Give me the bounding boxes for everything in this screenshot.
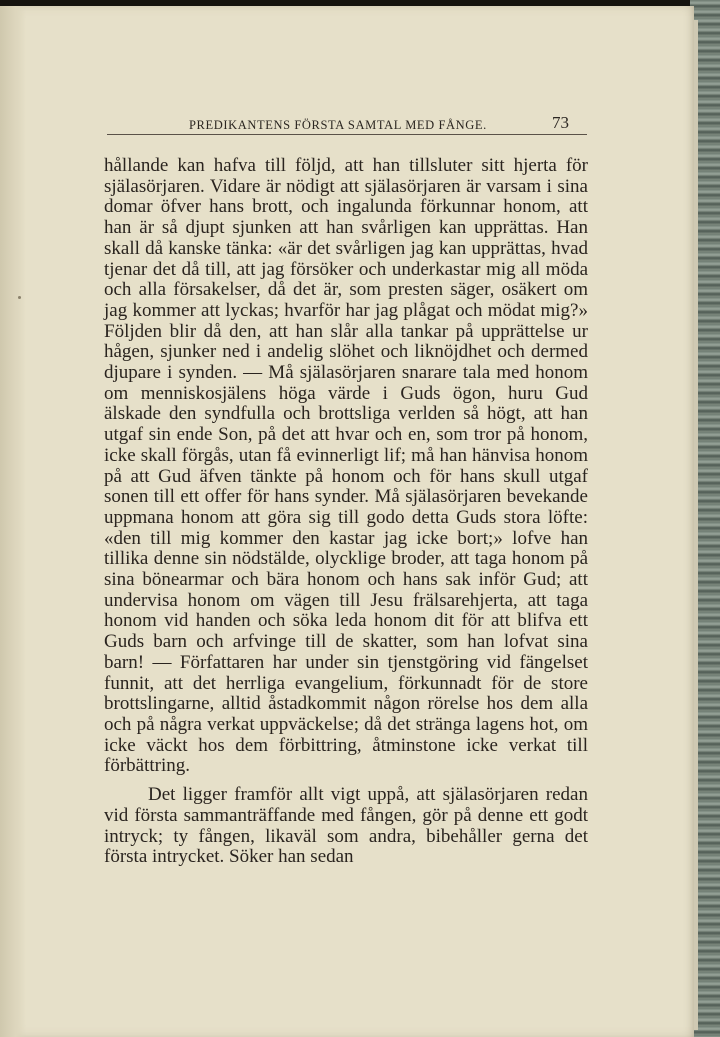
body-text: [104, 156, 588, 868]
paragraph: Det ligger framför allt vigt uppå, att själasörjaren redan vid första sammanträffande med fången, gör på denne ett godt intryck; ty fången, likaväl som andra, bibehåller gerna det första intrycket. Söker han sedan: [104, 784, 588, 868]
page-number: 73: [552, 113, 569, 132]
paper-speck: [18, 296, 21, 299]
paragraph: hållande kan hafva till följd, att han tillsluter sitt hjerta för själasörjaren. Vidare är nödigt att själasörjaren är varsam i sina domar öfver hans brott, och ingalunda förkunnar honom, att han är så djupt sjunken att han svårligen kan upprättas. Han skall då kanske tänka: «är det svårligen jag kan upprättas, hvad tjenar det då till, att jag försöker och underkastar mig all möda och alla försakelser, då det är, som presten säger, osäkert om jag kommer att lyckas; hvarför har jag plågat och mödat mig?» Följden blir då den, att han slår alla tankar på upprättelse ur hågen, sjunker ned i andelig slöhet och liknöjdhet och dermed djupare i synden. — Må själasörjaren snarare tala med honom om menniskosjälens höga värde i Guds ögon, huru Gud älskade den syndfulla och brottsliga verlden så högt, att han utgaf sin ende Son, på det att hvar och en, som tror på honom, icke skall förgås, utan få evinnerligt lif; må han hänvisa honom på att Gud äfven tänkte på honom och för hans skull utgaf sonen till ett offer för hans synder. Må själasörjaren bevekande uppmana honom att göra sig till godo detta Guds stora löfte: «den till mig kommer den kastar jag icke bort;» lofve han tillika denne sin nödstälde, olycklige broder, att taga honom på sina bönearmar och bära honom och hans sak inför Gud; att undervisa honom om vägen till Jesu frälsarehjerta, att taga honom vid handen och söka leda honom dit för att blifva ett Guds barn och arfvinge till de skatter, som han lofvat sina barn! — Författaren har under sin tjenstgöring vid fängelset funnit, att det herrliga evangelium, förkunnadt för de store brottslingarne, alltid åstadkommit någon rörelse hos dem alla och på några verkat uppväckelse; då det stränga lagens hot, om icke väckt hos dem förbittring, åtminstone icke verkat till förbättring.: [104, 155, 588, 777]
page-gutter-shadow: [0, 6, 26, 1037]
page-header: [107, 110, 587, 136]
header-rule: [107, 134, 587, 135]
running-title: PREDIKANTENS FÖRSTA SAMTAL MED FÅNGE.: [189, 118, 487, 132]
